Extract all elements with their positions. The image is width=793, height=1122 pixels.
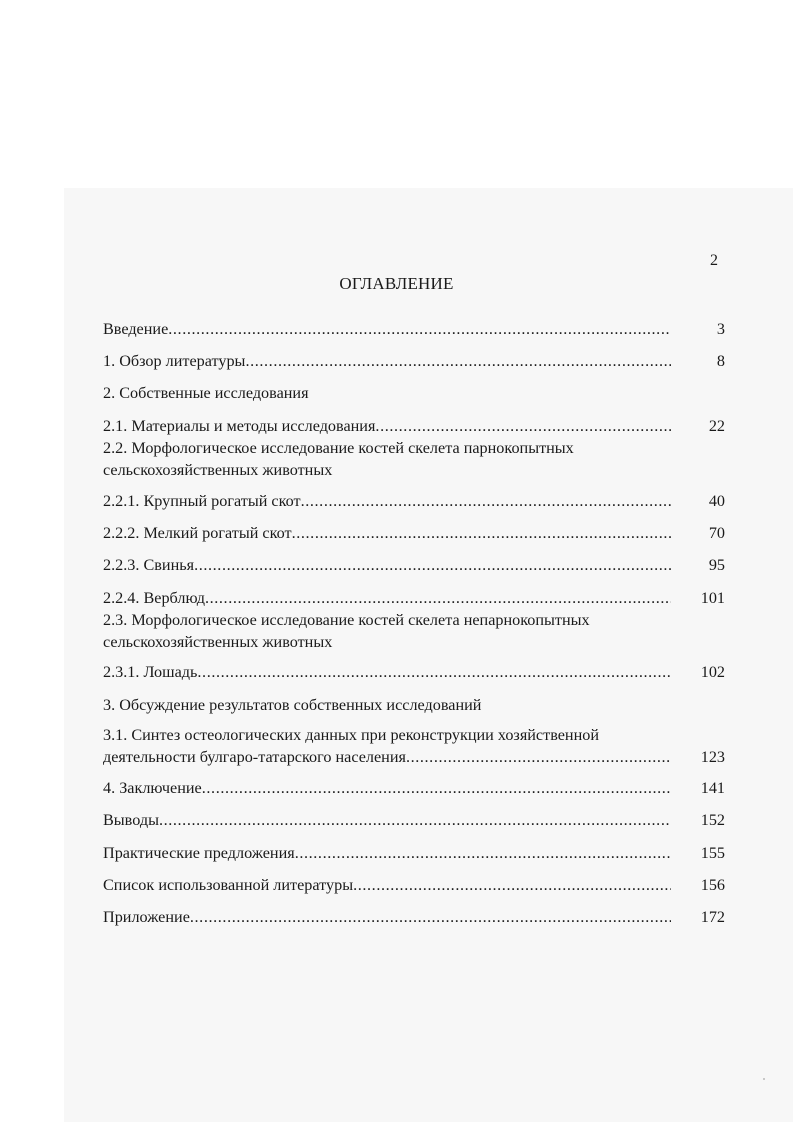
toc-entry-page: 95 — [708, 556, 725, 574]
dot-leader — [190, 906, 671, 928]
dot-leader — [292, 522, 671, 544]
toc-entry-label: 1. Обзор литературы — [103, 352, 246, 370]
toc-heading-label-continued: сельскохозяйственных животных — [103, 461, 333, 479]
toc-entry-page: 152 — [700, 811, 725, 829]
toc-entry-label: 4. Заключение — [103, 779, 202, 797]
toc-entry-literature-review — [103, 350, 725, 372]
toc-entry-label: 2.3.1. Лошадь — [103, 663, 198, 681]
toc-entry-introduction — [103, 318, 725, 340]
toc-entry-page: 172 — [700, 908, 725, 926]
toc-entry-page: 8 — [716, 352, 725, 370]
toc-heading-label-continued: сельскохозяйственных животных — [103, 633, 333, 651]
toc-entry-label: 2.2.1. Крупный рогатый скот — [103, 492, 301, 510]
dot-leader — [375, 415, 671, 437]
toc-heading-label: 2.3. Морфологическое исследование костей скелета непарнокопытных — [103, 611, 590, 629]
toc-entry-page: 156 — [700, 876, 725, 894]
toc-entry-cattle — [103, 490, 725, 512]
toc-entry-references — [103, 874, 725, 896]
toc-entry-label: 2.2.3. Свинья — [103, 556, 195, 574]
dot-leader — [159, 809, 671, 831]
dot-leader — [205, 587, 671, 609]
dot-leader — [295, 842, 671, 864]
toc-entry-camel — [103, 587, 725, 609]
page-number: 2 — [710, 252, 718, 269]
toc-entry-findings — [103, 809, 725, 831]
toc-heading-label: 2.2. Морфологическое исследование костей скелета парнокопытных — [103, 439, 574, 457]
dot-leader — [245, 350, 671, 372]
dot-leader — [197, 661, 671, 683]
toc-entry-label-continued: деятельности булгаро-татарского населения — [103, 748, 406, 766]
toc-entry-page: 70 — [708, 524, 725, 542]
toc-entry-appendix — [103, 906, 725, 928]
toc-entry-page: 155 — [700, 844, 725, 862]
toc-entry-label: Приложение — [103, 908, 190, 926]
toc-entry-small-ruminants — [103, 522, 725, 544]
toc-entry-page: 40 — [708, 492, 725, 510]
dot-leader — [301, 490, 671, 512]
toc-entry-label: Выводы — [103, 811, 159, 829]
dot-leader — [168, 318, 671, 340]
toc-entry-label: 2.2.4. Верблюд — [103, 589, 205, 607]
toc-entry-label: 3.1. Синтез остеологических данных при реконструкции хозяйственной — [103, 726, 600, 744]
toc-entry-label: 2.2.2. Мелкий рогатый скот — [103, 524, 292, 542]
toc-entry-synthesis — [103, 724, 725, 768]
toc-title: ОГЛАВЛЕНИЕ — [339, 274, 454, 293]
dot-leader — [194, 554, 671, 576]
toc-entry-label: 2.1. Материалы и методы исследования — [103, 417, 376, 435]
toc-heading-artiodactyls — [103, 437, 725, 481]
toc-heading-perissodactyls — [103, 609, 725, 653]
toc-entry-pig — [103, 554, 725, 576]
toc-entry-label: Введение — [103, 320, 169, 338]
toc-entry-conclusion — [103, 777, 725, 799]
toc-entry-horse — [103, 661, 725, 683]
toc-entry-label: Практические предложения — [103, 844, 295, 862]
toc-entry-page: 102 — [700, 663, 725, 681]
toc-entry-page: 141 — [700, 779, 725, 797]
toc-entry-label: Список использованной литературы — [103, 876, 354, 894]
toc-heading-own-research — [103, 382, 725, 404]
toc-entry-page: 123 — [700, 748, 725, 766]
toc-entry-materials-methods — [103, 415, 725, 437]
toc-entry-practical-proposals — [103, 842, 725, 864]
toc-entry-page: 101 — [700, 589, 725, 607]
dot-leader — [353, 874, 671, 896]
toc-entry-page: 22 — [708, 417, 725, 435]
scan-speck — [763, 1078, 765, 1080]
dot-leader — [202, 777, 671, 799]
toc-heading-label: 2. Собственные исследования — [103, 384, 309, 402]
toc-heading-discussion — [103, 694, 725, 716]
toc-entry-page: 3 — [716, 320, 725, 338]
dot-leader — [406, 746, 671, 768]
toc-heading-label: 3. Обсуждение результатов собственных исследований — [103, 696, 482, 714]
